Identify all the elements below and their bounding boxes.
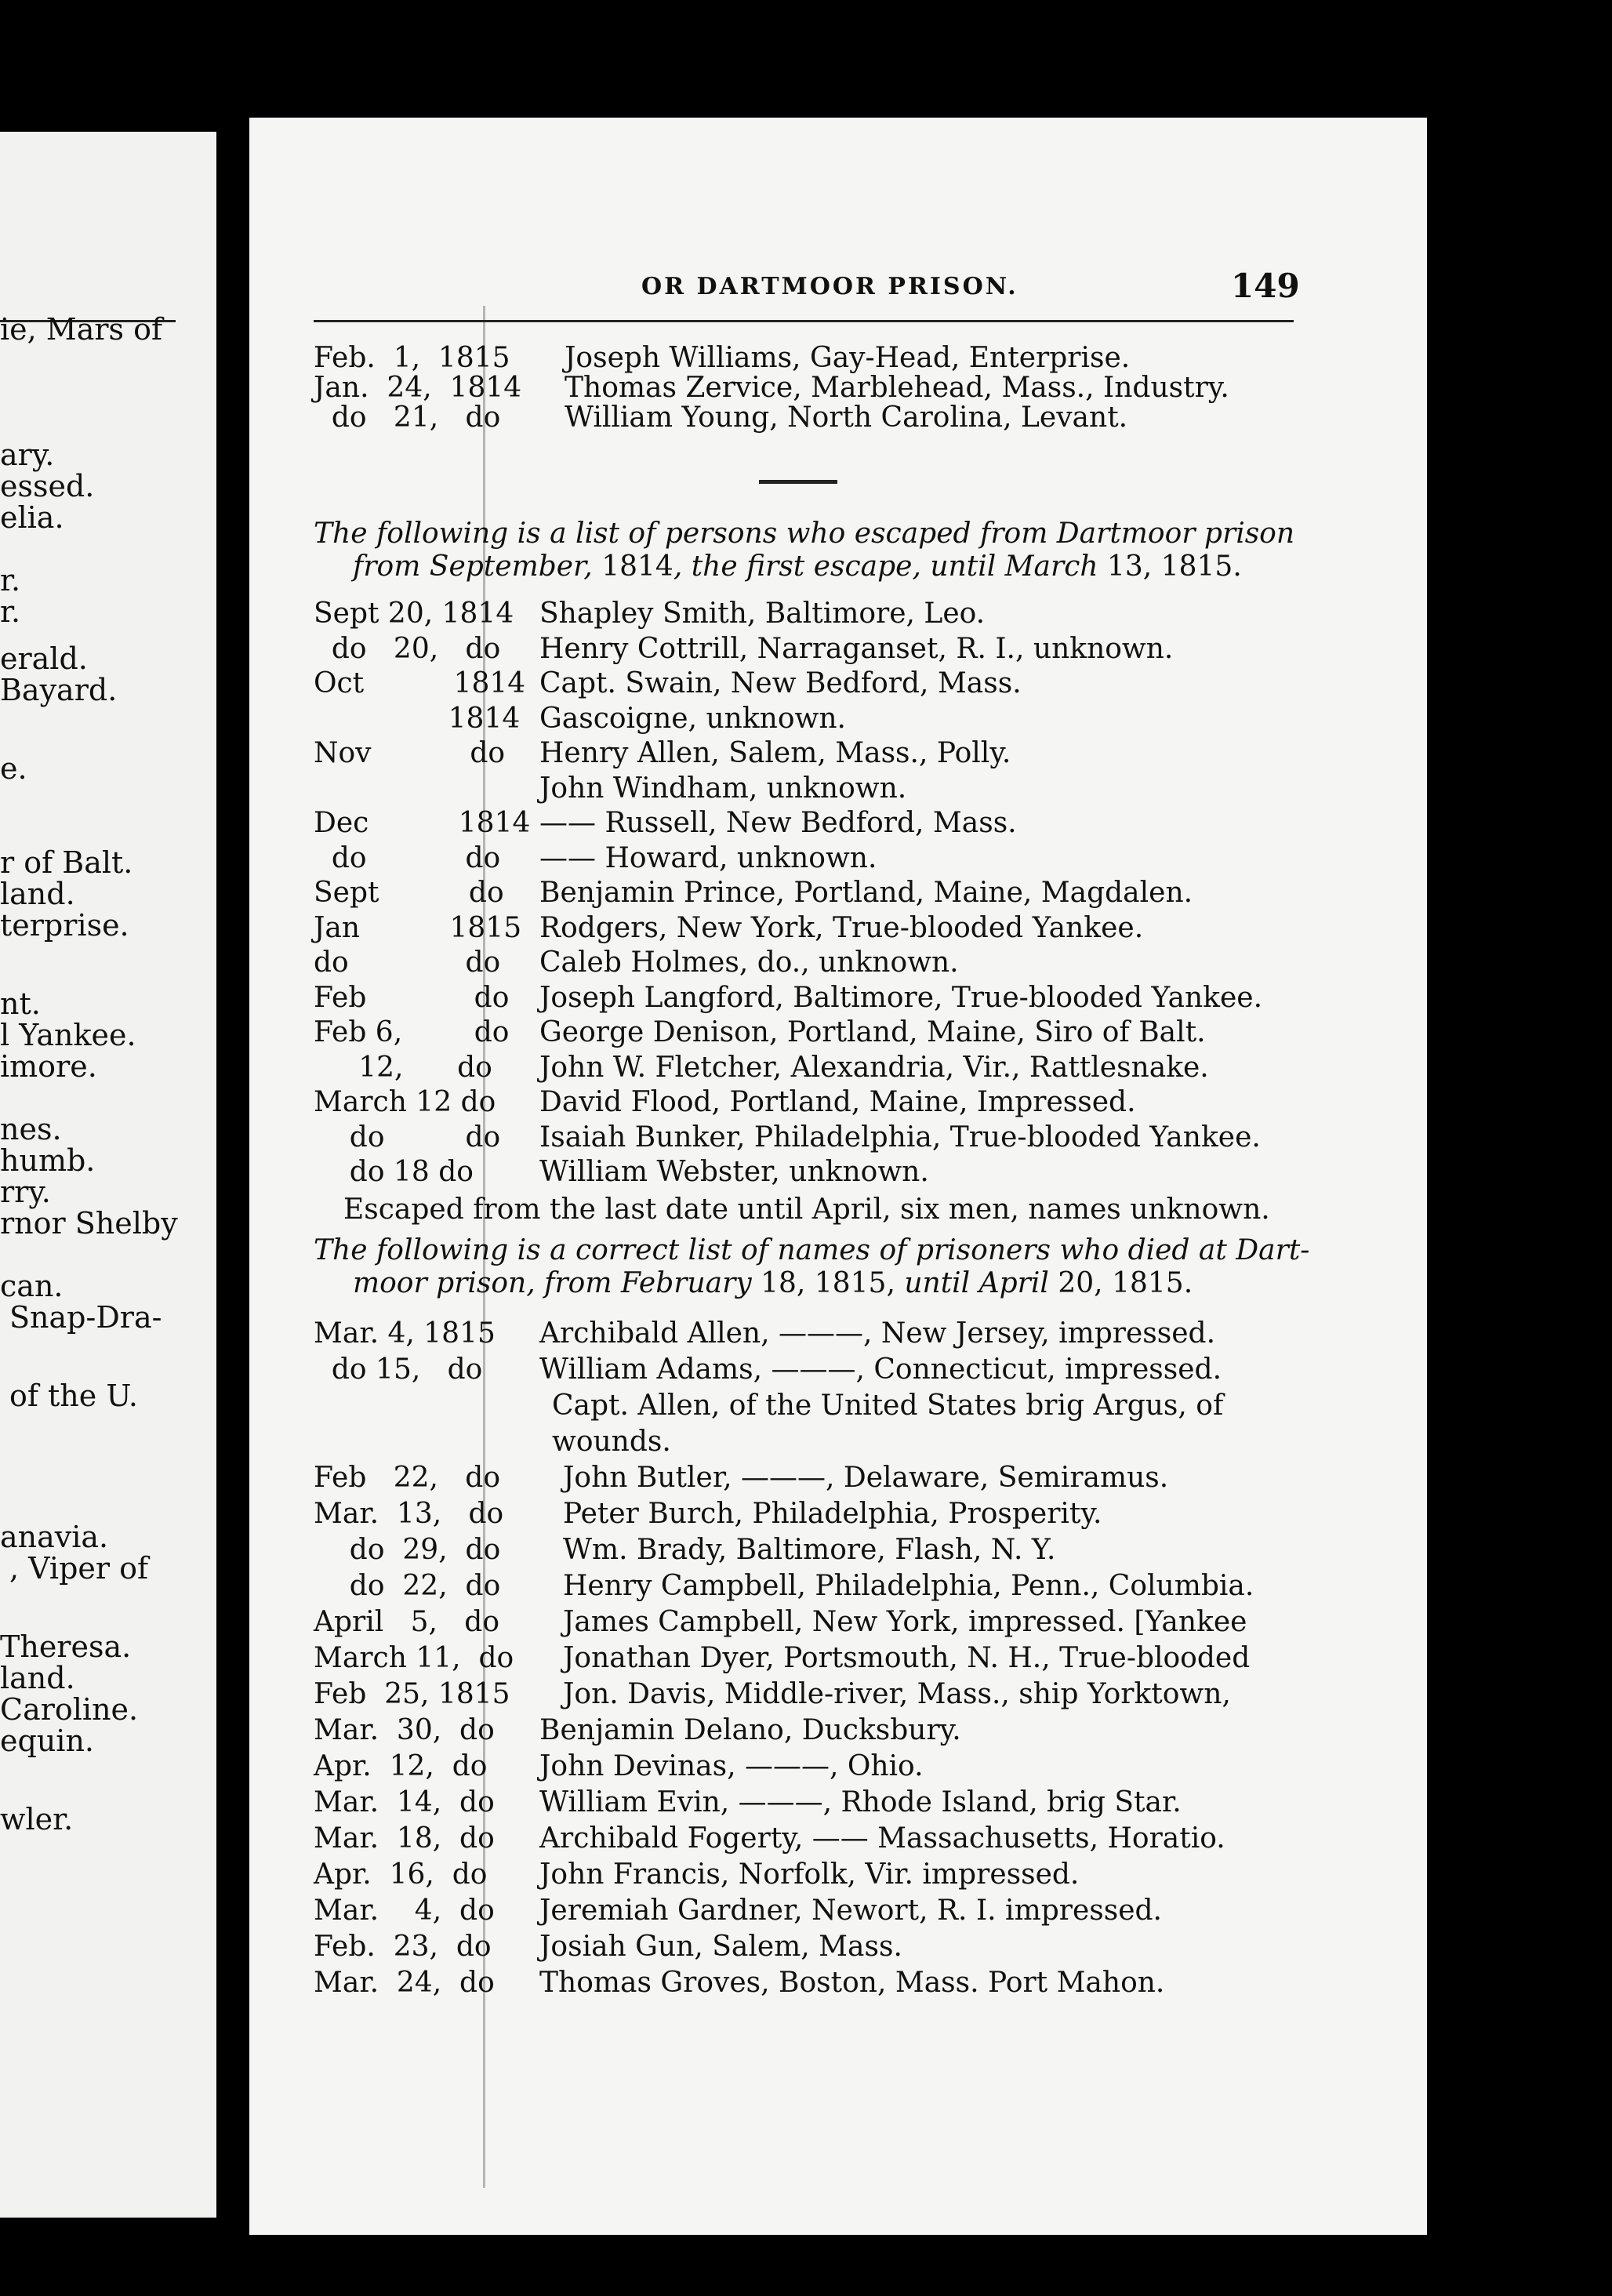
entry-date: Mar. 13, do [314,1498,504,1530]
entry-date: Feb. 23, do [314,1931,492,1963]
entry-date: March 12 do [314,1086,496,1118]
entry-text: John Windham, unknown. [539,772,907,805]
escape-heading-line1: The following is a list of persons who escaped from Dartmoor prison [314,518,1295,550]
list-item [249,877,1363,910]
entry-date: March 11, do [314,1642,514,1674]
list-item [249,1498,1363,1531]
left-page-fragment-line: can. [0,1269,64,1303]
left-page-fragment-line: land. [0,1661,75,1695]
entry-date: Jan 1815 [314,911,522,944]
entry-date: Apr. 16, do [314,1858,488,1891]
entry-text: John W. Fletcher, Alexandria, Vir., Rattlesnake. [539,1051,1209,1084]
entry-text: Wm. Brady, Baltimore, Flash, N. Y. [563,1534,1056,1566]
entry-date: Nov do [314,737,506,769]
entry-date: do 22, do [314,1570,501,1602]
entry-date: do 15, do [314,1353,483,1386]
list-item [249,1086,1363,1119]
entry-text: David Flood, Portland, Maine, Impressed. [539,1086,1136,1118]
list-item [249,1426,1363,1459]
left-page-fragment-line: terprise. [0,908,129,943]
entry-date: Sept do [314,877,504,909]
entry-date: do 18 do [314,1156,474,1188]
entry-date: do do [314,1121,501,1153]
list-item [249,1786,1363,1819]
left-page-fragment-line: Theresa. [0,1629,132,1664]
entry-date: Mar. 14, do [314,1786,495,1818]
list-item [249,807,1363,840]
list-item [249,1714,1363,1747]
entry-text: wounds. [552,1426,671,1458]
entry-date: Apr. 12, do [314,1750,488,1782]
entry-text: Capt. Swain, New Bedford, Mass. [539,667,1022,699]
entry-text: Henry Campbell, Philadelphia, Penn., Columbia. [563,1570,1254,1602]
left-page-fragment-line: equin. [0,1724,94,1758]
entry-text: Jeremiah Gardner, Newort, R. I. impressed. [539,1895,1163,1927]
list-item [249,737,1363,770]
left-page-fragment-line: , Viper of [9,1551,149,1586]
running-head: OR DARTMOOR PRISON. [641,273,1018,300]
entry-date: do 20, do [314,632,501,665]
entry-text: Rodgers, New York, True-blooded Yankee. [539,911,1144,944]
left-page-fragment-line: nt. [0,986,41,1021]
list-item [249,1606,1363,1639]
entry-text: Henry Cottrill, Narraganset, R. I., unknown. [539,632,1174,665]
entry-text: Capt. Allen, of the United States brig Argus, of [552,1390,1224,1422]
entry-text: James Campbell, New York, impressed. [Yankee [563,1606,1247,1638]
entry-date: Dec 1814 [314,807,531,839]
entry-date: Mar. 4, do [314,1895,495,1927]
entry-date: do 21, do [314,401,501,434]
entry-text: Thomas Zervice, Marblehead, Mass., Industry. [565,372,1229,404]
left-page-fragment-line: wler. [0,1802,74,1836]
entry-text: Benjamin Delano, Ducksbury. [539,1714,961,1746]
entry-date: do do [314,946,501,979]
entry-text: Joseph Williams, Gay-Head, Enterprise. [565,342,1131,374]
left-page-fragment-line: r of Balt. [0,845,133,880]
list-item [249,1052,1363,1084]
entry-date: Feb 22, do [314,1462,500,1494]
left-page-fragment-line: Snap-Dra- [9,1300,162,1335]
list-item [249,1534,1363,1567]
entry-text: Archibald Fogerty, —— Massachusetts, Horatio. [539,1822,1225,1855]
entry-text: —— Russell, New Bedford, Mass. [539,807,1017,839]
list-item [249,633,1363,666]
list-item [249,1750,1363,1783]
left-page-fragment-line: imore. [0,1049,97,1084]
entry-text: William Webster, unknown. [539,1156,929,1188]
list-item [249,401,1363,434]
left-page-fragment-line: ary. [0,438,55,472]
list-item [249,1156,1363,1189]
list-item [249,1353,1363,1386]
entry-text: —— Howard, unknown. [539,841,877,874]
entry-date: April 5, do [314,1606,500,1638]
list-item [249,1822,1363,1855]
entry-date: Mar. 30, do [314,1714,495,1746]
list-item [249,1895,1363,1927]
entry-text: William Adams, ———, Connecticut, impressed. [539,1353,1222,1386]
list-item [249,667,1363,700]
list-item [249,1390,1363,1422]
entry-text: Peter Burch, Philadelphia, Prosperity. [563,1498,1102,1530]
entry-date: Feb do [314,981,510,1014]
list-item [249,946,1363,979]
entry-date: Mar. 18, do [314,1822,495,1855]
left-page-fragment-line: rnor Shelby [0,1206,178,1241]
list-item [249,1317,1363,1350]
left-page-fragment-line: r. [0,563,21,598]
list-item [249,1931,1363,1964]
entry-text: Jon. Davis, Middle-river, Mass., ship Yorktown, [563,1678,1231,1710]
left-page-fragment [0,132,216,2218]
left-page-fragment-line: of the U. [9,1379,138,1413]
death-heading-line2: moor prison, from February 18, 1815, until April 20, 1815. [353,1267,1193,1299]
list-item [249,703,1363,736]
entry-date: do 29, do [314,1534,501,1566]
section-divider [759,480,837,484]
entry-date: Feb 25, 1815 [314,1678,510,1710]
entry-text: Henry Allen, Salem, Mass., Polly. [539,737,1011,769]
right-page [249,118,1427,2235]
entry-text: Isaiah Bunker, Philadelphia, True-blooded Yankee. [539,1121,1261,1153]
entry-date: Feb 6, do [314,1016,510,1048]
left-page-fragment-line: Caroline. [0,1692,139,1727]
left-page-fragment-line: erald. [0,641,88,676]
list-item [249,1016,1363,1049]
death-heading [314,1234,1349,1300]
list-item [249,772,1363,805]
list-item [249,842,1363,875]
entry-text: John Butler, ———, Delaware, Semiramus. [563,1462,1169,1494]
entry-date: Oct 1814 [314,667,526,699]
entry-date: Mar. 24, do [314,1967,495,1999]
escape-heading [314,518,1349,583]
entry-date: do do [314,841,501,874]
entry-text: Shapley Smith, Baltimore, Leo. [539,598,986,630]
entry-text: Archibald Allen, ———, New Jersey, impressed. [539,1317,1216,1350]
left-page-fragment-line: essed. [0,469,95,503]
left-page-fragment-line: l Yankee. [0,1018,136,1052]
list-item [249,342,1363,375]
page-number: 149 [1231,267,1300,305]
entry-text: Caleb Holmes, do., unknown. [539,946,959,979]
entry-date: Feb. 1, 1815 [314,342,510,374]
escape-note: Escaped from the last date until April, six men, names unknown. [343,1193,1270,1226]
entry-text: William Young, North Carolina, Levant. [565,401,1128,434]
entry-text: Benjamin Prince, Portland, Maine, Magdalen. [539,877,1193,909]
entry-date: 1814 [314,702,521,735]
list-item [249,1121,1363,1154]
list-item [249,372,1363,405]
entry-text: Jonathan Dyer, Portsmouth, N. H., True-blooded [563,1642,1251,1674]
left-page-fragment-line: land. [0,877,75,911]
left-page-fragment-line: r. [0,594,21,629]
header-rule [314,320,1294,322]
left-page-fragment-line: elia. [0,500,64,535]
left-page-fragment-line: humb. [0,1143,96,1178]
entry-text: George Denison, Portland, Maine, Siro of Balt. [539,1016,1206,1048]
entry-text: William Evin, ———, Rhode Island, brig Star. [539,1786,1182,1818]
left-page-fragment-line: ie, Mars of [0,312,163,347]
entry-date: Mar. 4, 1815 [314,1317,496,1350]
entry-text: John Devinas, ———, Ohio. [539,1750,924,1782]
list-item [249,1967,1363,2000]
list-item [249,912,1363,945]
list-item [249,1462,1363,1495]
list-item [249,1642,1363,1675]
left-page-fragment-line: e. [0,751,27,786]
list-item [249,1570,1363,1603]
left-page-fragment-line: anavia. [0,1520,109,1554]
list-item [249,598,1363,630]
list-item [249,1678,1363,1711]
entry-text: Josiah Gun, Salem, Mass. [539,1931,902,1963]
entry-date: 12, do [314,1051,492,1084]
entry-text: Joseph Langford, Baltimore, True-blooded Yankee. [539,981,1263,1014]
list-item [249,1858,1363,1891]
entry-text: Gascoigne, unknown. [539,702,846,735]
entry-text: Thomas Groves, Boston, Mass. Port Mahon. [539,1967,1165,1999]
left-page-fragment-line: nes. [0,1112,62,1146]
entry-date: Sept 20, 1814 [314,598,514,630]
escape-heading-line2: from September, 1814, the first escape, until March 13, 1815. [353,550,1242,583]
left-page-fragment-line: Bayard. [0,673,118,707]
left-page-fragment-line: rry. [0,1175,51,1209]
list-item [249,982,1363,1015]
entry-date: Jan. 24, 1814 [314,372,522,404]
entry-text: John Francis, Norfolk, Vir. impressed. [539,1858,1080,1891]
death-heading-line1: The following is a correct list of names of prisoners who died at Dart- [314,1234,1310,1266]
